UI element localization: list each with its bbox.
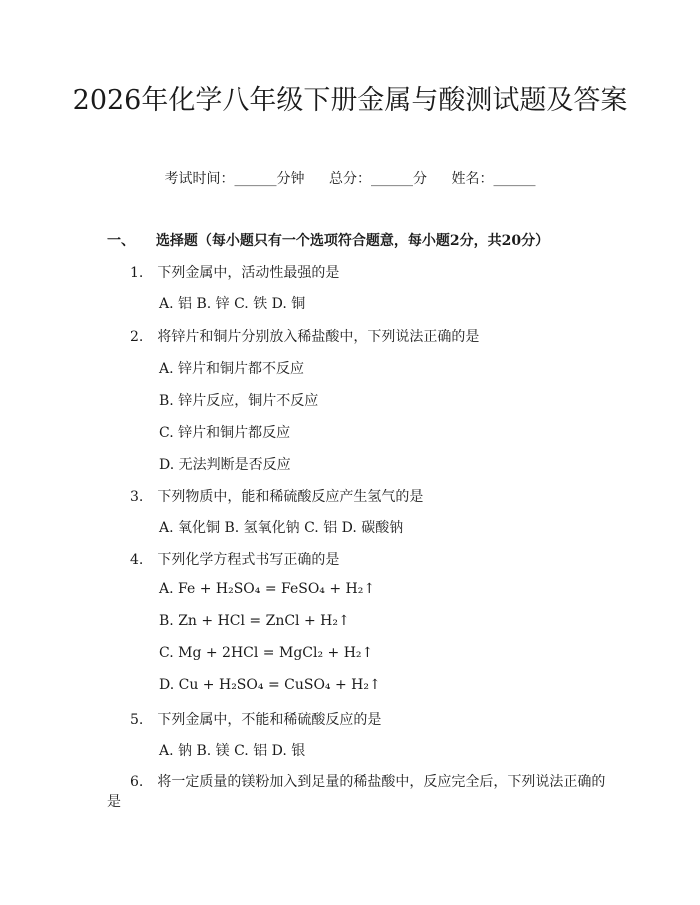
section-number: 一、 bbox=[107, 233, 135, 249]
question-number: 3. bbox=[130, 489, 144, 505]
question-text: 下列物质中，能和稀硫酸反应产生氢气的是 bbox=[157, 489, 424, 505]
question-text: 下列金属中，不能和稀硫酸反应的是 bbox=[157, 712, 382, 728]
question-2-option-d: D. 无法判断是否反应 bbox=[159, 457, 291, 473]
section-title: 选择题（每小题只有一个选项符合题意，每小题2分，共20分） bbox=[155, 233, 550, 249]
question-5 bbox=[130, 709, 381, 729]
question-6 bbox=[107, 772, 607, 812]
question-5-options: A. 钠 B. 镁 C. 铝 D. 银 bbox=[159, 743, 306, 759]
question-2-option-a: A. 锌片和铜片都不反应 bbox=[159, 361, 305, 377]
question-text: 将一定质量的镁粉加入到足量的稀盐酸中，反应完全后，下列说法正确的是 bbox=[107, 774, 606, 810]
question-text: 将锌片和铜片分别放入稀盐酸中，下列说法正确的是 bbox=[157, 329, 480, 345]
question-4-option-d: D. Cu + H₂SO₄ = CuSO₄ + H₂↑ bbox=[159, 677, 381, 693]
exam-time-field: 考试时间：______分钟 bbox=[164, 171, 305, 187]
exam-meta bbox=[0, 168, 700, 188]
question-number: 1. bbox=[130, 265, 144, 281]
question-4-option-a: A. Fe + H₂SO₄ = FeSO₄ + H₂↑ bbox=[159, 581, 376, 597]
question-number: 6. bbox=[130, 774, 144, 790]
question-4 bbox=[130, 549, 339, 569]
question-1 bbox=[130, 262, 339, 282]
question-text: 下列化学方程式书写正确的是 bbox=[157, 552, 340, 568]
question-4-option-b: B. Zn + HCl = ZnCl + H₂↑ bbox=[159, 613, 350, 629]
question-3-options: A. 氧化铜 B. 氢氧化钠 C. 铝 D. 碳酸钠 bbox=[159, 520, 404, 536]
question-3 bbox=[130, 486, 423, 506]
question-2-option-c: C. 锌片和铜片都反应 bbox=[159, 425, 291, 441]
total-score-field: 总分：______分 bbox=[329, 171, 427, 187]
question-2 bbox=[130, 326, 479, 346]
question-2-option-b: B. 锌片反应，铜片不反应 bbox=[159, 393, 319, 409]
question-number: 4. bbox=[130, 552, 144, 568]
question-1-options: A. 铝 B. 锌 C. 铁 D. 铜 bbox=[159, 296, 306, 312]
student-name-field: 姓名：______ bbox=[451, 171, 536, 187]
question-text: 下列金属中，活动性最强的是 bbox=[157, 265, 340, 281]
question-number: 2. bbox=[130, 329, 144, 345]
question-number: 5. bbox=[130, 712, 144, 728]
question-4-option-c: C. Mg + 2HCl = MgCl₂ + H₂↑ bbox=[159, 645, 374, 661]
page-title: 2026年化学八年级下册金属与酸测试题及答案 bbox=[72, 85, 628, 116]
section-heading bbox=[107, 230, 549, 250]
